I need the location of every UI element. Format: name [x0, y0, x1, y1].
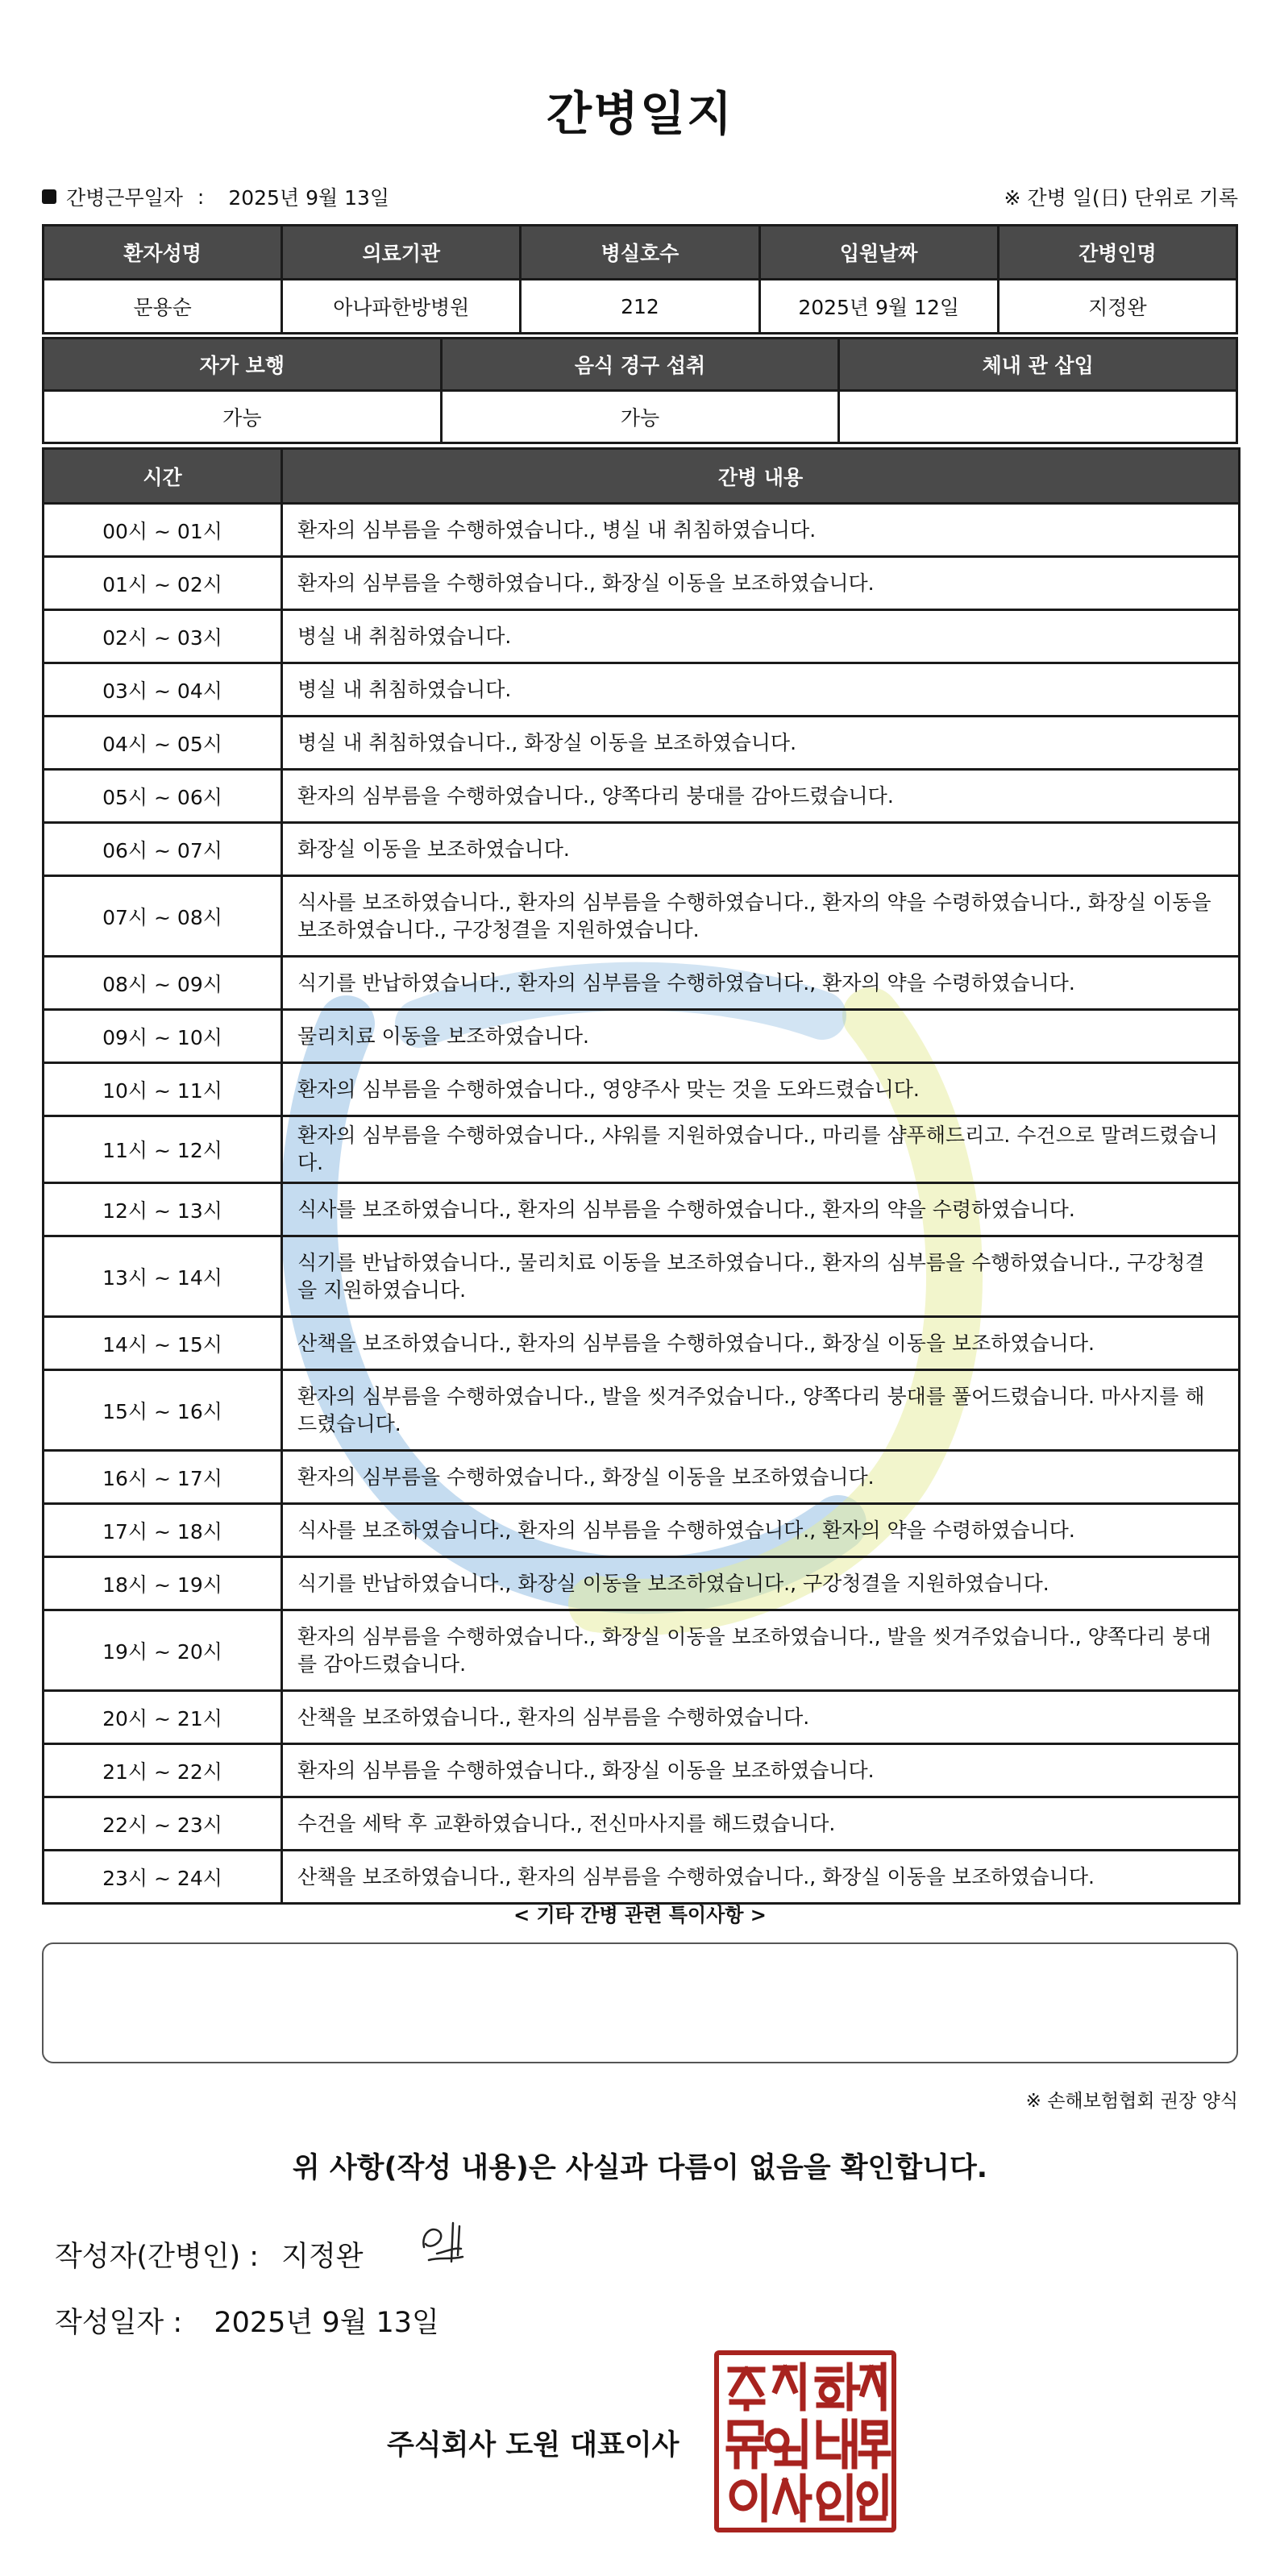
time-cell: 16시 ~ 17시: [44, 1451, 282, 1504]
table-row: [44, 1797, 1240, 1851]
content-cell: 환자의 심부름을 수행하였습니다., 영양주사 맞는 것을 도와드렸습니다.: [282, 1063, 1240, 1116]
time-cell: 07시 ~ 08시: [44, 876, 282, 957]
time-cell: 22시 ~ 23시: [44, 1797, 282, 1851]
table-row: [44, 1744, 1240, 1797]
oral-intake-value: 가능: [441, 391, 839, 443]
table-row: [44, 1183, 1240, 1236]
care-log-table: [42, 447, 1241, 1905]
content-cell: 산책을 보조하였습니다., 환자의 심부름을 수행하였습니다.: [282, 1691, 1240, 1744]
time-cell: 00시 ~ 01시: [44, 504, 282, 557]
time-cell: 12시 ~ 13시: [44, 1183, 282, 1236]
content-cell: 병실 내 취침하였습니다., 화장실 이동을 보조하였습니다.: [282, 717, 1240, 770]
header-self-walking: 자가 보행: [44, 339, 442, 391]
table-row: [44, 957, 1240, 1010]
table-row: [44, 717, 1240, 770]
written-date-line: [55, 2300, 439, 2341]
writer-name: 지정완: [281, 2241, 364, 2273]
time-cell: 20시 ~ 21시: [44, 1691, 282, 1744]
patient-status-header-row: [44, 339, 1237, 391]
table-row: [44, 1851, 1240, 1904]
patient-info-header-row: [44, 226, 1237, 280]
header-admission-date: 입원날짜: [759, 226, 998, 280]
patient-status-table: [42, 337, 1238, 444]
content-cell: 환자의 심부름을 수행하였습니다., 화장실 이동을 보조하였습니다., 발을 씻겨주었습니다., 양쪽다리 붕대를 감아드렸습니다.: [282, 1610, 1240, 1691]
table-row: [44, 1451, 1240, 1504]
company-representative: 주식회사 도원 대표이사: [387, 2429, 679, 2462]
content-cell: 식기를 반납하였습니다., 화장실 이동을 보조하였습니다., 구강청결을 지원하였습니다.: [282, 1557, 1240, 1610]
content-cell: 화장실 이동을 보조하였습니다.: [282, 823, 1240, 876]
header-tube-insertion: 체내 관 삽입: [839, 339, 1237, 391]
work-date-info: [42, 182, 389, 211]
table-row: [44, 1116, 1240, 1183]
time-cell: 14시 ~ 15시: [44, 1317, 282, 1370]
content-cell: 산책을 보조하였습니다., 환자의 심부름을 수행하였습니다., 화장실 이동을 보조하였습니다.: [282, 1317, 1240, 1370]
content-cell: 식사를 보조하였습니다., 환자의 심부름을 수행하였습니다., 환자의 약을 수령하였습니다.: [282, 1183, 1240, 1236]
content-cell: 환자의 심부름을 수행하였습니다., 화장실 이동을 보조하였습니다.: [282, 1744, 1240, 1797]
time-cell: 18시 ~ 19시: [44, 1557, 282, 1610]
special-notes-box: [42, 1942, 1238, 2063]
time-cell: 05시 ~ 06시: [44, 770, 282, 823]
work-date-colon: :: [197, 185, 205, 209]
writer-label: 작성자(간병인) :: [55, 2241, 260, 2273]
confirmation-statement: 위 사항(작성 내용)은 사실과 다름이 없음을 확인합니다.: [292, 2152, 988, 2184]
work-date-label: 간병근무일자: [66, 186, 183, 210]
institution: 아나파한방병원: [282, 280, 521, 334]
work-date-value: 2025년 9월 13일: [228, 186, 390, 210]
content-cell: 식기를 반납하였습니다., 환자의 심부름을 수행하였습니다., 환자의 약을 수령하였습니다.: [282, 957, 1240, 1010]
table-row: [44, 1691, 1240, 1744]
header-caregiver-name: 간병인명: [998, 226, 1236, 280]
content-cell: 환자의 심부름을 수행하였습니다., 화장실 이동을 보조하였습니다.: [282, 1451, 1240, 1504]
bullet-icon: [42, 189, 56, 204]
self-walking-value: 가능: [44, 391, 442, 443]
time-cell: 17시 ~ 18시: [44, 1504, 282, 1557]
meta-row: [42, 182, 1238, 214]
unit-note: ※ 간병 일(日) 단위로 기록: [1004, 186, 1238, 210]
content-cell: 식사를 보조하였습니다., 환자의 심부름을 수행하였습니다., 환자의 약을 수령하였습니다., 화장실 이동을 보조하였습니다., 구강청결을 지원하였습니다.: [282, 876, 1240, 957]
content-cell: 물리치료 이동을 보조하였습니다.: [282, 1010, 1240, 1063]
header-room-number: 병실호수: [521, 226, 759, 280]
header-oral-intake: 음식 경구 섭취: [441, 339, 839, 391]
table-row: [44, 1317, 1240, 1370]
time-cell: 13시 ~ 14시: [44, 1236, 282, 1317]
time-cell: 15시 ~ 16시: [44, 1370, 282, 1451]
admission-date: 2025년 9월 12일: [759, 280, 998, 334]
table-row: [44, 610, 1240, 663]
table-row: [44, 557, 1240, 610]
header-time: 시간: [44, 449, 282, 504]
seal-stamp-image: [719, 2355, 891, 2528]
room-number: 212: [521, 280, 759, 334]
patient-info-table: [42, 224, 1238, 334]
patient-info-value-row: [44, 280, 1237, 334]
content-cell: 병실 내 취침하였습니다.: [282, 663, 1240, 717]
table-row: [44, 823, 1240, 876]
care-log-header-row: [44, 449, 1240, 504]
time-cell: 04시 ~ 05시: [44, 717, 282, 770]
content-cell: 식기를 반납하였습니다., 물리치료 이동을 보조하였습니다., 환자의 심부름을 수행하였습니다., 구강청결을 지원하였습니다.: [282, 1236, 1240, 1317]
written-date-value: 2025년 9월 13일: [214, 2307, 439, 2339]
table-row: [44, 1557, 1240, 1610]
table-row: [44, 876, 1240, 957]
content-cell: 산책을 보조하였습니다., 환자의 심부름을 수행하였습니다., 화장실 이동을 보조하였습니다.: [282, 1851, 1240, 1904]
table-row: [44, 770, 1240, 823]
signature-image: [413, 2215, 477, 2271]
content-cell: 수건을 세탁 후 교환하였습니다., 전신마사지를 해드렸습니다.: [282, 1797, 1240, 1851]
header-care-content: 간병 내용: [282, 449, 1240, 504]
table-row: [44, 663, 1240, 717]
table-row: [44, 1010, 1240, 1063]
content-cell: 환자의 심부름을 수행하였습니다., 화장실 이동을 보조하였습니다.: [282, 557, 1240, 610]
table-row: [44, 1370, 1240, 1451]
table-row: [44, 1236, 1240, 1317]
time-cell: 01시 ~ 02시: [44, 557, 282, 610]
caregiver-name: 지정완: [998, 280, 1236, 334]
time-cell: 19시 ~ 20시: [44, 1610, 282, 1691]
written-date-label: 작성일자 :: [55, 2307, 183, 2339]
time-cell: 03시 ~ 04시: [44, 663, 282, 717]
page-title: 간병일지: [546, 86, 734, 141]
content-cell: 환자의 심부름을 수행하였습니다., 발을 씻겨주었습니다., 양쪽다리 붕대를 풀어드렸습니다. 마사지를 해드렸습니다.: [282, 1370, 1240, 1451]
content-cell: 병실 내 취침하였습니다.: [282, 610, 1240, 663]
content-cell: 환자의 심부름을 수행하였습니다., 샤워를 지원하였습니다., 마리를 샴푸해드리고. 수건으로 말려드렸습니다.: [282, 1116, 1240, 1183]
patient-status-value-row: [44, 391, 1237, 443]
special-notes-title: < 기타 간병 관련 특이사항 >: [513, 1904, 767, 1926]
table-row: [44, 504, 1240, 557]
table-row: [44, 1063, 1240, 1116]
header-institution: 의료기관: [282, 226, 521, 280]
time-cell: 06시 ~ 07시: [44, 823, 282, 876]
patient-name: 문용순: [44, 280, 282, 334]
time-cell: 08시 ~ 09시: [44, 957, 282, 1010]
tube-insertion-value: [839, 391, 1237, 443]
recommend-note: ※ 손해보험협회 권장 양식: [1025, 2091, 1238, 2112]
time-cell: 02시 ~ 03시: [44, 610, 282, 663]
table-row: [44, 1504, 1240, 1557]
time-cell: 11시 ~ 12시: [44, 1116, 282, 1183]
time-cell: 09시 ~ 10시: [44, 1010, 282, 1063]
writer-line: [55, 2234, 364, 2275]
header-patient-name: 환자성명: [44, 226, 282, 280]
content-cell: 식사를 보조하였습니다., 환자의 심부름을 수행하였습니다., 환자의 약을 수령하였습니다.: [282, 1504, 1240, 1557]
time-cell: 10시 ~ 11시: [44, 1063, 282, 1116]
content-cell: 환자의 심부름을 수행하였습니다., 병실 내 취침하였습니다.: [282, 504, 1240, 557]
time-cell: 23시 ~ 24시: [44, 1851, 282, 1904]
time-cell: 21시 ~ 22시: [44, 1744, 282, 1797]
table-row: [44, 1610, 1240, 1691]
content-cell: 환자의 심부름을 수행하였습니다., 양쪽다리 붕대를 감아드렸습니다.: [282, 770, 1240, 823]
company-seal-stamp: [714, 2350, 896, 2532]
